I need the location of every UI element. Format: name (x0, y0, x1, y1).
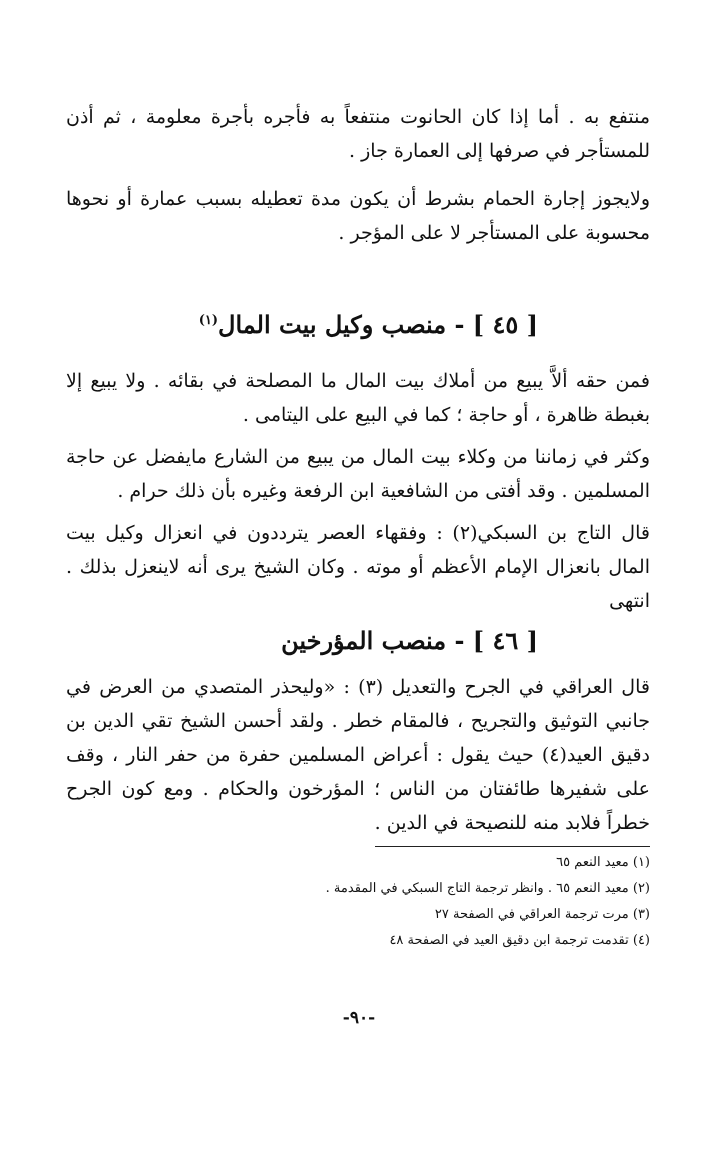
paragraph-3: فمن حقه ألاَّ يبيع من أملاك بيت المال ما المصلحة في بقائه . ولا يبيع إلا بغبطة ظاهرة ، أو حاجة ؛ كما في البيع على اليتامى . (66, 370, 650, 426)
page-number: -٩٠- (342, 1008, 376, 1028)
footnote-1: (١) معيد النعم ٦٥ (556, 855, 650, 870)
paragraph-4: وكثر في زماننا من وكلاء بيت المال من يبيع من الشارع مايفضل عن حاجة المسلمين . وقد أفتى من الشافعية ابن الرفعة وغيره بأن ذلك حرام . (66, 446, 650, 502)
section-heading-46: [ ٤٦ ] - منصب المؤرخين (281, 626, 538, 655)
paragraph-1: منتفع به . أما إذا كان الحانوت منتفعاً به فأجره بأجرة معلومة ، ثم أذن للمستأجر في صرفها إلى العمارة جاز . (66, 106, 650, 162)
footnote-2: (٢) معيد النعم ٦٥ . وانظر ترجمة التاج السبكي في المقدمة . (325, 881, 650, 896)
paragraph-5: قال التاج بن السبكي(٢) : وفقهاء العصر يترددون في انعزال وكيل بيت المال بانعزال الإمام الأعظم أو موته . وكان الشيخ يرى أنه لاينعزل بذلك . انتهى (66, 522, 650, 612)
section-heading-45 (199, 304, 538, 342)
paragraph-6: قال العراقي في الجرح والتعديل (٣) : «وليحذر المتصدي من العرض في جانبي التوثيق والتجريح ، فالمقام خطر . ولقد أحسن الشيخ تقي الدين بن دقيق العيد(٤) حيث يقول : أعراض المسلمين حفرة من حفر النار ، وقف على شفيرها طائفتان من الناس ؛ المؤرخون والحكام . ومع كون الجرح خطراً فلابد منه للنصيحة في الدين . (66, 676, 651, 834)
paragraph-2: ولايجوز إجارة الحمام بشرط أن يكون مدة تعطيله بسبب عمارة أو نحوها محسوبة على المستأجر لا على المؤجر . (66, 188, 650, 244)
footnote-divider (375, 846, 650, 847)
footnote-4: (٤) تقدمت ترجمة ابن دقيق العيد في الصفحة ٤٨ (389, 933, 650, 948)
footnote-3: (٣) مرت ترجمة العراقي في الصفحة ٢٧ (434, 907, 650, 922)
section-heading-45-text: [ ٤٥ ] - منصب وكيل بيت المال (218, 310, 538, 339)
footnote-ref-1: (١) (198, 313, 219, 328)
